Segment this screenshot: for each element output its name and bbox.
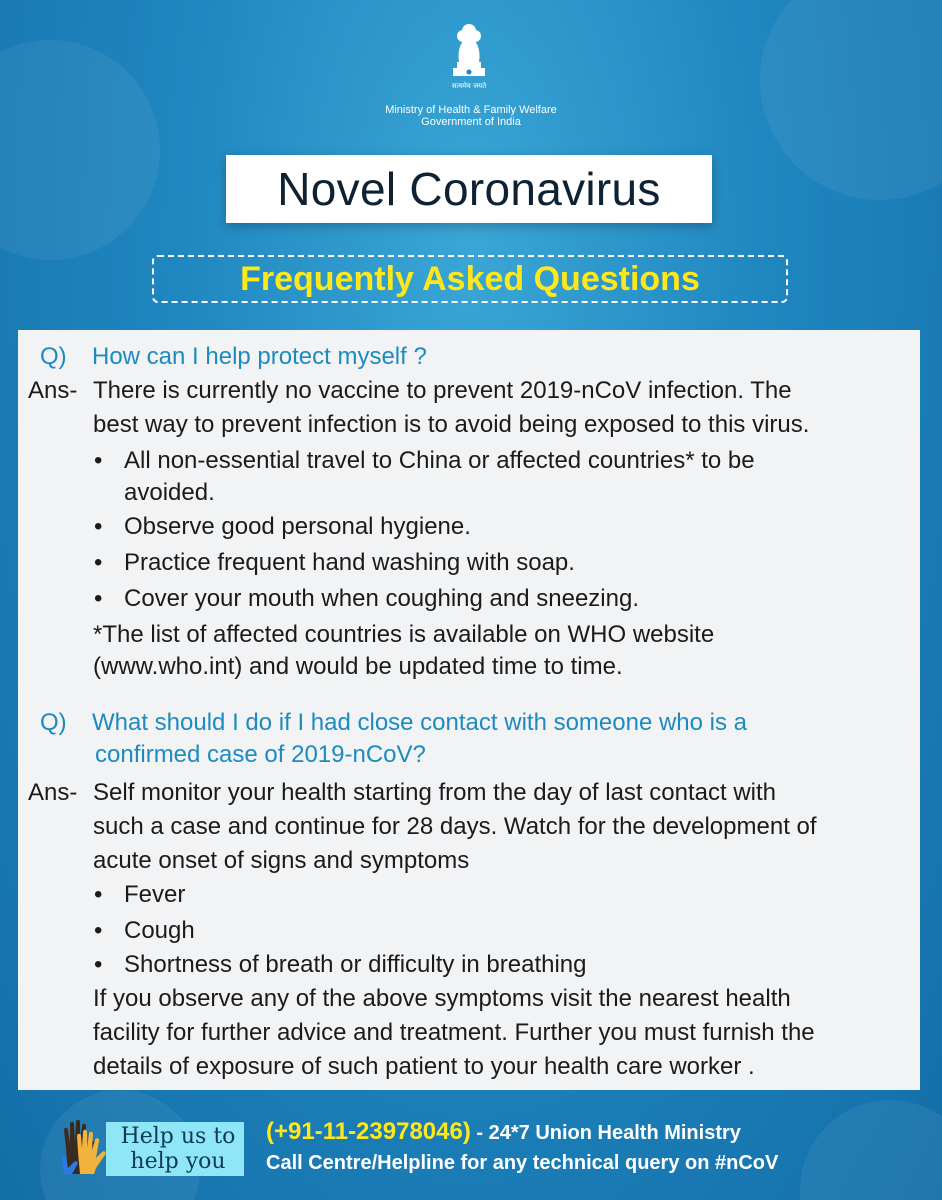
list-item: Cover your mouth when coughing and sneezing. [124,585,639,612]
raised-hands-icon [58,1118,114,1176]
answer-line: There is currently no vaccine to prevent 2019-nCoV infection. The [93,377,792,404]
answer-line: best way to prevent infection is to avoid being exposed to this virus. [93,411,810,438]
helpline-description: Call Centre/Helpline for any technical query on #nCoV [266,1152,779,1174]
ministry-name [0,104,942,128]
answer-line: Self monitor your health starting from the day of last contact with [93,779,776,806]
help-slogan-line: Help us to [120,1124,236,1149]
note-line: (www.who.int) and would be updated time to time. [93,653,623,680]
answer-marker: Ans- [28,779,78,806]
helpline-phone-label: - 24*7 Union Health Ministry [470,1122,741,1144]
faq-panel [18,330,920,1090]
page-title: Novel Coronavirus [277,163,661,215]
svg-text:सत्यमेव जयते: सत्यमेव जयते [451,82,487,90]
list-item: Fever [124,881,186,908]
question-marker: Q) [40,343,67,370]
government-line: Government of India [421,116,521,128]
list-item: Cough [124,917,195,944]
help-slogan-line: help you [130,1149,226,1174]
bullet-icon: • [94,881,103,908]
helpline-phone-number[interactable]: (+91-11-23978046) [266,1118,471,1145]
question-1: How can I help protect myself ? [92,343,427,370]
note-line: *The list of affected countries is available on WHO website [93,621,715,648]
ministry-line: Ministry of Health & Family Welfare [385,104,557,116]
question-2: What should I do if I had close contact with someone who is a [92,709,748,736]
faq-banner [152,255,788,303]
closing-line: facility for further advice and treatment. Further you must furnish the [93,1019,815,1046]
help-badge [58,1118,244,1174]
question-2: confirmed case of 2019-nCoV? [95,741,426,768]
helpline-phone-row [266,1118,741,1146]
bullet-icon: • [94,447,103,474]
closing-line: details of exposure of such patient to your health care worker . [93,1053,755,1080]
list-item: Practice frequent hand washing with soap. [124,549,575,576]
list-item: All non-essential travel to China or affected countries* to be [124,447,755,474]
faq-heading: Frequently Asked Questions [240,259,700,298]
answer-line: acute onset of signs and symptoms [93,847,470,874]
bullet-icon: • [94,951,103,978]
answer-marker: Ans- [28,377,78,404]
list-item: avoided. [124,479,215,506]
list-item: Shortness of breath or difficulty in breathing [124,951,587,978]
header [0,0,942,320]
title-box [226,155,712,223]
list-item: Observe good personal hygiene. [124,513,471,540]
answer-line: such a case and continue for 28 days. Watch for the development of [93,813,817,840]
bullet-icon: • [94,513,103,540]
bullet-icon: • [94,917,103,944]
help-slogan [116,1124,240,1174]
closing-line: If you observe any of the above symptoms visit the nearest health [93,985,791,1012]
footer [0,1092,942,1200]
bullet-icon: • [94,549,103,576]
bullet-icon: • [94,585,103,612]
question-marker: Q) [40,709,67,736]
national-emblem-icon [445,22,493,92]
